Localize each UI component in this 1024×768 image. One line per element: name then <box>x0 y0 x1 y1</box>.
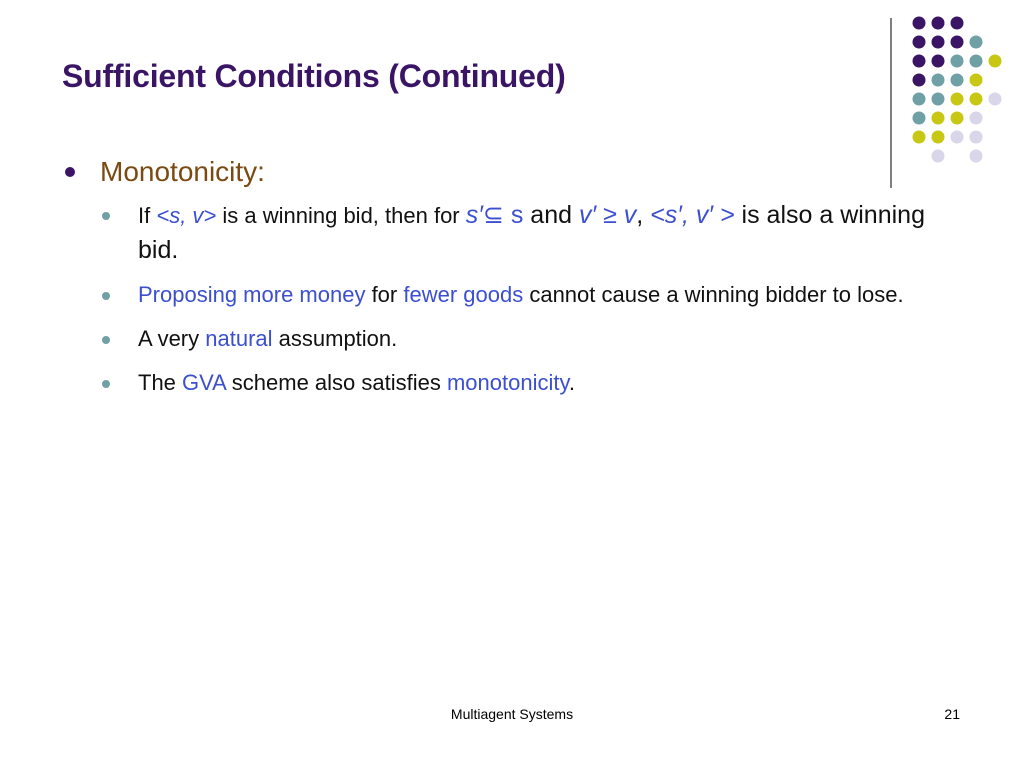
math-run: ⊆ s <box>482 201 524 229</box>
text-run: scheme also satisfies <box>225 370 447 395</box>
text-run: for <box>365 282 404 307</box>
deco-dot <box>970 55 983 68</box>
deco-dot <box>970 36 983 49</box>
sub-bullet-more-money <box>100 278 958 312</box>
text-run: is also a winning bid. <box>138 201 925 264</box>
bullet-dot <box>102 212 110 220</box>
text-run: A very <box>138 326 206 351</box>
bullet-list <box>62 152 962 400</box>
deco-dot <box>932 17 945 30</box>
sub-bullet-winning-bid <box>100 198 958 268</box>
bullet-dot <box>102 380 110 388</box>
deco-dot <box>951 36 964 49</box>
deco-dot <box>932 93 945 106</box>
text-run: , <box>636 201 651 229</box>
bullet-dot <box>102 292 110 300</box>
text-run: . <box>568 370 575 395</box>
highlight-run: natural <box>205 326 273 351</box>
deco-dot <box>970 131 983 144</box>
text-run: is a winning bid, then for <box>216 203 466 228</box>
deco-dot <box>951 93 964 106</box>
deco-dot <box>932 131 945 144</box>
deco-dot <box>970 74 983 87</box>
deco-dot <box>951 55 964 68</box>
sub-bullet-natural <box>100 322 958 356</box>
deco-dot <box>932 55 945 68</box>
text-run: and <box>523 201 579 229</box>
highlight-run: Proposing more money <box>138 282 366 307</box>
deco-dot <box>932 74 945 87</box>
deco-dot <box>951 17 964 30</box>
deco-dot <box>932 112 945 125</box>
deco-dot <box>913 93 926 106</box>
deco-dot <box>913 74 926 87</box>
text-run: cannot cause a winning bidder to lose. <box>523 282 904 307</box>
deco-dot <box>913 131 926 144</box>
deco-dot <box>989 93 1002 106</box>
deco-dot <box>913 36 926 49</box>
deco-dot <box>989 55 1002 68</box>
bullet-monotonicity <box>62 152 962 192</box>
text-run: assumption. <box>272 326 398 351</box>
text-run: If <box>138 203 157 228</box>
bullet-dot <box>65 167 75 177</box>
highlight-run: monotonicity <box>446 370 569 395</box>
sub-bullet-gva <box>100 366 958 400</box>
deco-dot <box>932 36 945 49</box>
highlight-run: fewer goods <box>403 282 524 307</box>
math-run: v′ ≥ v <box>578 201 637 229</box>
bullet-text: Monotonicity: <box>100 156 265 187</box>
deco-dot <box>951 74 964 87</box>
math-run: <s′, v′ > <box>650 201 735 229</box>
deco-dot <box>970 150 983 163</box>
math-run: s′ <box>465 201 483 229</box>
deco-dot <box>951 112 964 125</box>
footer-title: Multiagent Systems <box>450 706 574 722</box>
page-number: 21 <box>944 706 960 722</box>
text-run: The <box>138 370 183 395</box>
deco-dot <box>913 17 926 30</box>
math-run: <s, v> <box>156 203 217 228</box>
bullet-dot <box>102 336 110 344</box>
deco-dot <box>970 112 983 125</box>
deco-dot <box>970 93 983 106</box>
slide-title: Sufficient Conditions (Continued) <box>62 58 566 94</box>
deco-dot <box>913 55 926 68</box>
highlight-run: GVA <box>182 370 226 395</box>
deco-dot <box>913 112 926 125</box>
deco-dot <box>951 131 964 144</box>
